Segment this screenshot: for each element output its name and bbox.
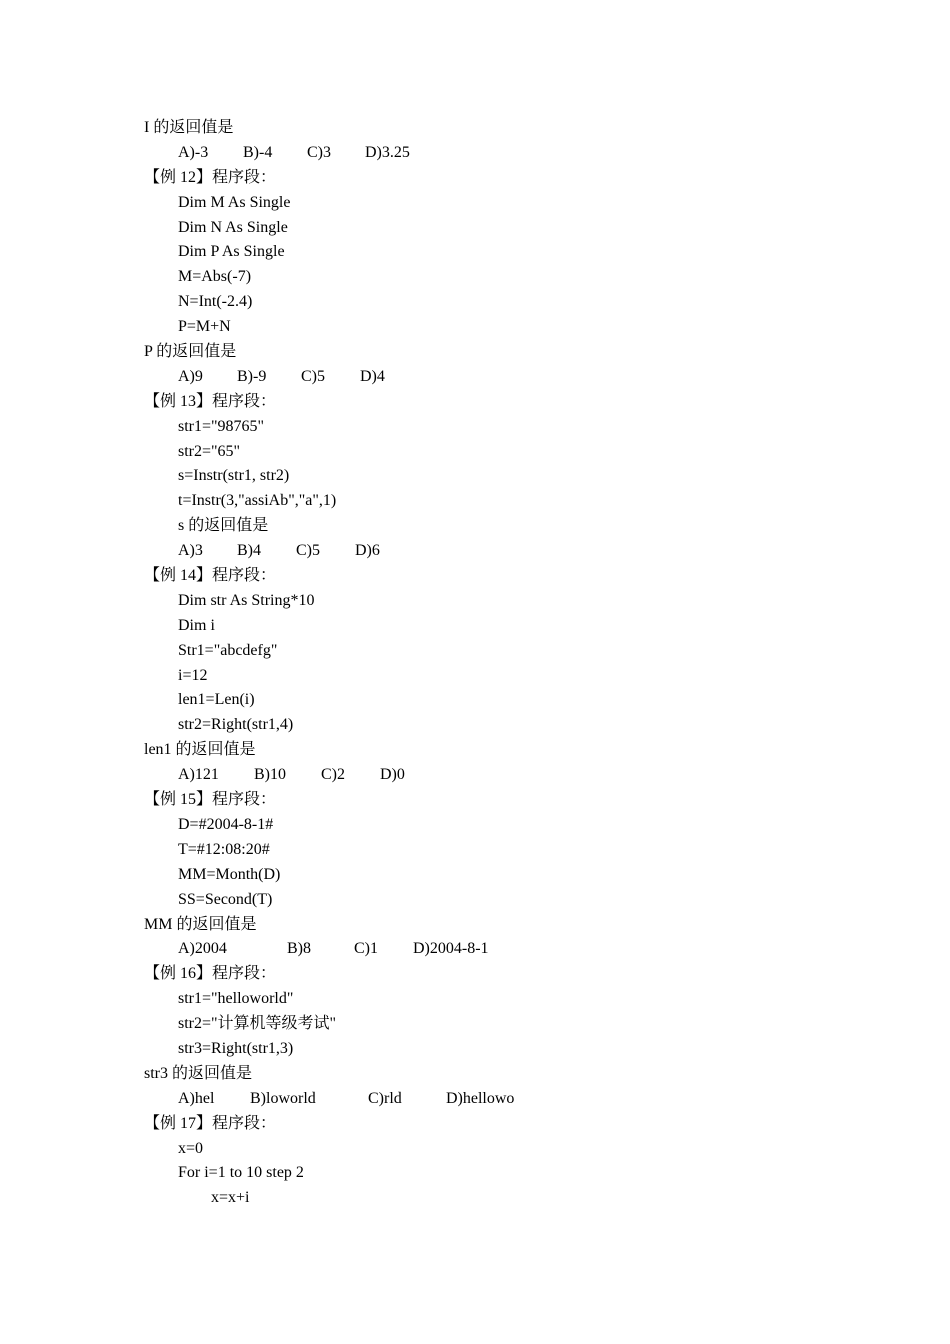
question-header: 【例 12】程序段： bbox=[144, 168, 277, 186]
answer-option: D)3.25 bbox=[365, 143, 410, 161]
code-line: N=Int(-2.4) bbox=[178, 293, 253, 311]
answer-option: D)4 bbox=[360, 367, 385, 385]
answer-option: C)5 bbox=[301, 367, 325, 385]
answer-option: B)loworld bbox=[250, 1089, 316, 1107]
question-prompt: len1 的返回值是 bbox=[144, 741, 256, 759]
answer-option: A)-3 bbox=[178, 143, 209, 161]
code-line: For i=1 to 10 step 2 bbox=[178, 1164, 304, 1182]
question-block-q16 bbox=[144, 962, 844, 1111]
answer-options bbox=[144, 763, 844, 788]
answer-option: A)2004 bbox=[178, 940, 227, 958]
question-prompt: I 的返回值是 bbox=[144, 119, 234, 136]
answer-options bbox=[144, 365, 844, 390]
code-line: MM=Month(D) bbox=[178, 865, 281, 883]
answer-option: C)5 bbox=[296, 542, 320, 560]
code-line: s=Instr(str1, str2) bbox=[178, 467, 290, 485]
answer-option: D)hellowo bbox=[446, 1089, 515, 1107]
code-line: Dim P As Single bbox=[178, 243, 285, 261]
answer-option: A)9 bbox=[178, 367, 203, 385]
answer-option: C)2 bbox=[321, 766, 345, 784]
code-line: str1="98765" bbox=[178, 417, 265, 435]
question-header: 【例 16】程序段： bbox=[144, 965, 277, 983]
code-line: x=x+i bbox=[211, 1189, 250, 1207]
code-line: str2="计算机等级考试" bbox=[178, 1015, 337, 1033]
answer-options bbox=[144, 539, 844, 564]
answer-option: A)3 bbox=[178, 542, 203, 560]
question-header: 【例 15】程序段： bbox=[144, 791, 277, 809]
answer-option: B)8 bbox=[287, 940, 311, 958]
code-line: D=#2004-8-1# bbox=[178, 815, 274, 833]
code-line: t=Instr(3,"assiAb","a",1) bbox=[178, 492, 337, 510]
code-line: Str1="abcdefg" bbox=[178, 641, 278, 659]
answer-option: D)0 bbox=[380, 766, 405, 784]
answer-option: C)rld bbox=[368, 1089, 402, 1107]
answer-option: C)3 bbox=[307, 143, 331, 161]
code-line: str2=Right(str1,4) bbox=[178, 716, 294, 734]
answer-option: D)2004-8-1 bbox=[413, 940, 489, 958]
question-block-q11-tail bbox=[144, 116, 844, 166]
question-block-q14 bbox=[144, 564, 844, 788]
code-line: i=12 bbox=[178, 666, 208, 684]
answer-options bbox=[144, 1087, 844, 1112]
question-prompt: P 的返回值是 bbox=[144, 343, 237, 361]
question-block-q17 bbox=[144, 1112, 844, 1212]
question-header: 【例 14】程序段： bbox=[144, 567, 277, 585]
question-block-q13 bbox=[144, 390, 844, 564]
answer-option: B)-4 bbox=[243, 143, 273, 161]
code-line: str1="helloworld" bbox=[178, 990, 294, 1008]
code-line: Dim M As Single bbox=[178, 193, 291, 211]
code-line: M=Abs(-7) bbox=[178, 268, 252, 286]
code-line: str3=Right(str1,3) bbox=[178, 1039, 294, 1057]
question-block-q12 bbox=[144, 166, 844, 390]
question-prompt: MM 的返回值是 bbox=[144, 915, 257, 933]
code-line: P=M+N bbox=[178, 318, 231, 336]
code-line: str2="65" bbox=[178, 442, 241, 460]
code-line: T=#12:08:20# bbox=[178, 840, 270, 858]
document-body bbox=[144, 116, 844, 1211]
answer-option: C)1 bbox=[354, 940, 378, 958]
question-header: 【例 13】程序段： bbox=[144, 392, 277, 410]
answer-option: A)121 bbox=[178, 766, 219, 784]
answer-option: D)6 bbox=[355, 542, 380, 560]
code-line: Dim N As Single bbox=[178, 218, 288, 236]
code-line: Dim i bbox=[178, 616, 215, 634]
answer-option: B)-9 bbox=[237, 367, 267, 385]
code-line: s 的返回值是 bbox=[178, 517, 269, 535]
question-block-q15 bbox=[144, 788, 844, 962]
question-prompt: str3 的返回值是 bbox=[144, 1064, 253, 1082]
answer-option: B)10 bbox=[254, 766, 286, 784]
answer-option: B)4 bbox=[237, 542, 261, 560]
answer-options bbox=[144, 141, 844, 166]
answer-option: A)hel bbox=[178, 1089, 215, 1107]
code-line: Dim str As String*10 bbox=[178, 591, 315, 609]
code-line: len1=Len(i) bbox=[178, 691, 255, 709]
answer-options bbox=[144, 937, 844, 962]
code-line: x=0 bbox=[178, 1139, 204, 1157]
code-line: SS=Second(T) bbox=[178, 890, 273, 908]
question-header: 【例 17】程序段： bbox=[144, 1114, 277, 1132]
